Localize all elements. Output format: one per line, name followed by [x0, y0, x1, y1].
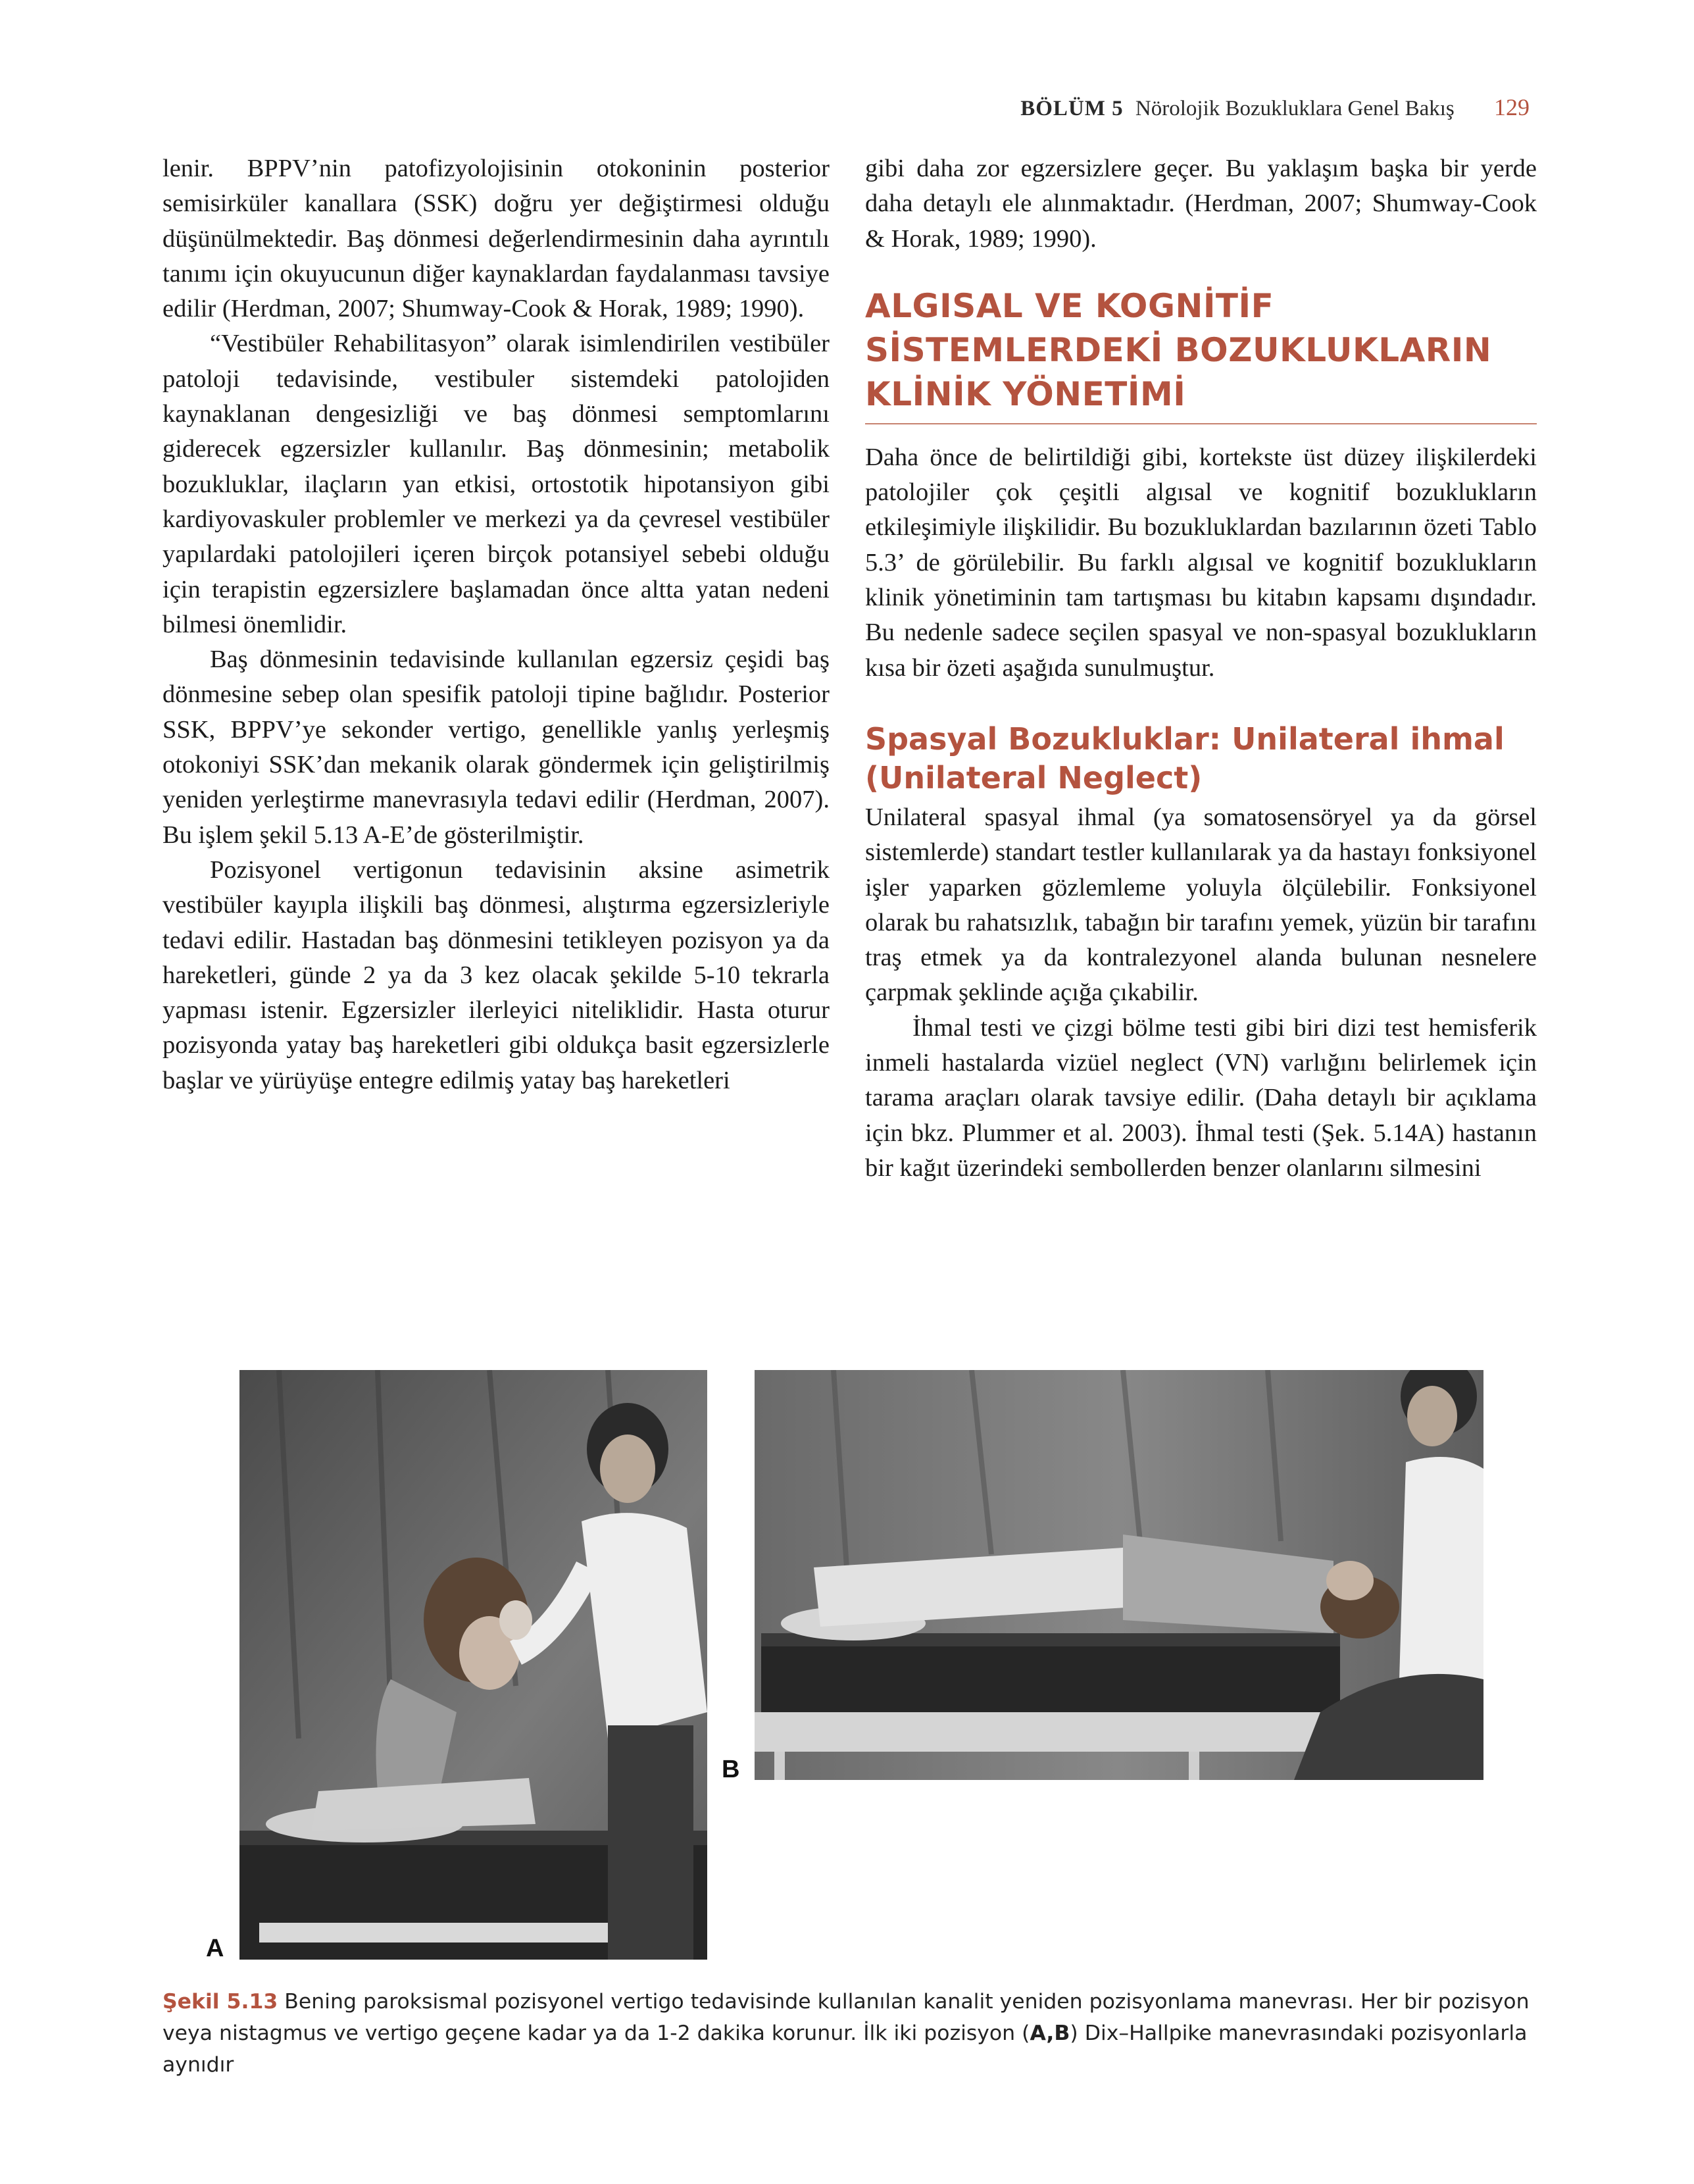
- chapter-label: BÖLÜM 5: [1020, 97, 1124, 120]
- paragraph: lenir. BPPV’nin patofizyolojisinin otokoninin posterior semisirküler kanallara (SSK) doğru yer değiştirmesi olduğu düşünülmektedir. Baş dönmesi değerlendirmesinin daha ayrıntılı tanımı için okuyucunun diğer kaynaklardan faydalanması tavsiye edilir (Herdman, 2007; Shumway-Cook & Horak, 1989; 1990).: [162, 155, 830, 323]
- chapter-title: Nörolojik Bozukluklara Genel Bakış: [1135, 97, 1455, 120]
- paragraph: İhmal testi ve çizgi bölme testi gibi biri dizi test hemisferik inmeli hastalarda vizüel neglect (VN) varlığını belirlemek için tarama araçları olarak tavsiye edilir. (Daha detaylı bir açıklama için bkz. Plummer et al. 2003). İhmal testi (Şek. 5.14A) hastanın bir kağıt üzerindeki sembollerden benzer olanlarını silmesini: [865, 1013, 1537, 1182]
- paragraph: gibi daha zor egzersizlere geçer. Bu yaklaşım başka bir yerde daha detaylı ele alınmaktadır. (Herdman, 2007; Shumway-Cook & Horak, 1989; 1990).: [865, 155, 1537, 253]
- paragraph: Daha önce de belirtildiği gibi, kortekste üst düzey ilişkilerdeki patolojiler çok çeşitli algısal ve kognitif bozuklukların etkileşimiyle ilişkilidir. Bu bozukluklardan bazılarının özeti Tablo 5.3’ de görülebilir. Bu farklı algısal ve kognitif bozuklukların klinik yönetiminin tam tartışması bu kitabın kapsamı dışındadır. Bu nedenle sadece seçilen spasyal ve non-spasyal bozuklukların kısa bir özeti aşağıda sunulmuştur.: [865, 443, 1537, 682]
- page-number: 129: [1494, 94, 1530, 120]
- caption-text: Bening paroksismal pozisyonel vertigo tedavisinde kullanılan kanalit yeniden pozisyonlama manevrası. Her bir pozisyon veya nistagmus ve vertigo geçene kadar ya da 1-2 dakika korunur. İlk iki pozisyon (: [162, 1990, 1530, 2045]
- right-column: [865, 151, 1537, 1186]
- figure-label-b: B: [722, 1756, 740, 1783]
- section-heading: ALGISAL VE KOGNİTİF SİSTEMLERDEKİ BOZUKLUKLARIN KLİNİK YÖNETİMİ: [865, 286, 1492, 413]
- paragraph: Pozisyonel vertigonun tedavisinin aksine asimetrik vestibüler kayıpla ilişkili baş dönmesi, alıştırma egzersizleriyle tedavi edilir. Hastadan baş dönmesini tetikleyen pozisyon ya da hareketleri, günde 2 ya da 3 kez olacak şekilde 5-10 tekrarla yapması istenir. Egzersizler ilerleyici niteliklidir. Hasta oturur pozisyonda yatay baş hareketleri gibi oldukça basit egzersizlerle başlar ve yürüyüşe entegre edilmiş yatay baş hareketleri: [162, 855, 830, 1094]
- left-column: [162, 151, 830, 1098]
- caption-bold: A,B: [1030, 2021, 1070, 2045]
- photo-seated-maneuver: [239, 1370, 707, 1960]
- running-head: [1020, 93, 1530, 121]
- figure-caption: [162, 1986, 1537, 2081]
- figure-number: Şekil 5.13: [162, 1990, 278, 2014]
- paragraph: “Vestibüler Rehabilitasyon” olarak isimlendirilen vestibüler patoloji tedavisinde, vestibuler sistemdeki patolojiden kaynaklanan dengesizliği ve baş dönmesi semptomlarını giderecek egzersizler kullanılır. Baş dönmesinin; metabolik bozukluklar, ilaçların yan etkisi, ortostotik hipotansiyon gibi kardiyovaskuler problemler ve merkezi ya da çevresel vestibüler yapılardaki patolojileri içeren birçok potansiyel sebebi olduğu için terapistin egzersizlere başlamadan önce altta yatan nedeni bilmesi önemlidir.: [162, 330, 830, 638]
- paragraph: Baş dönmesinin tedavisinde kullanılan egzersiz çeşidi baş dönmesine sebep olan spesifik patoloji tipine bağlıdır. Posterior SSK, BPPV’ye sekonder vertigo, genellikle yanlış yerleşmiş otokoniyi SSK’dan mekanik olarak göndermek için geliştirilmiş yeniden yerleştirme manevrasıyla tedavi edilir (Herdman, 2007). Bu işlem şekil 5.13 A-E’de gösterilmiştir.: [162, 646, 830, 849]
- subsection-heading: Spasyal Bozukluklar: Unilateral ihmal (Unilateral Neglect): [865, 721, 1505, 796]
- caption-text: ) Dix–Hallpike manevrasındaki pozisyonlarla aynıdır: [162, 2021, 1528, 2077]
- figure-label-a: A: [206, 1935, 224, 1962]
- paragraph: Unilateral spasyal ihmal (ya somatosensöryel ya da görsel sistemlerde) standart testler kullanılarak ya da hastayı fonksiyonel işler yaparken gözlemleme yoluyla ölçülebilir. Fonksiyonel olarak bu rahatsızlık, tabağın bir tarafını yemek, yüzün bir tarafını traş etmek ya da kontralezyonel alanda bulunan nesnelere çarpmak şeklinde açığa çıkabilir.: [865, 803, 1537, 1007]
- heading-rule: [865, 423, 1537, 424]
- photo-supine-maneuver: [755, 1370, 1483, 1780]
